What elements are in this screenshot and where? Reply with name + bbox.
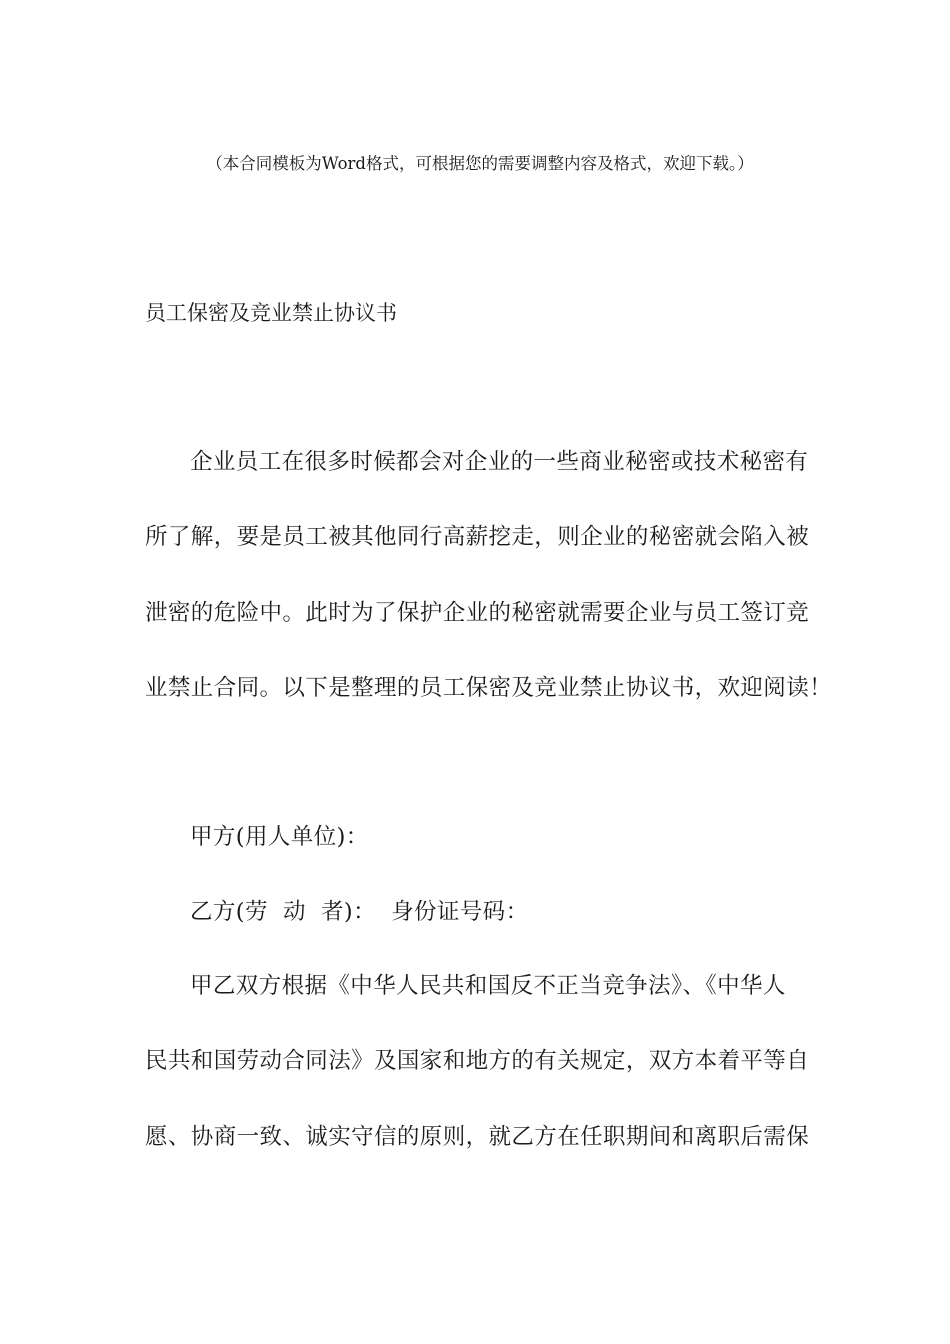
template-note: （本合同模板为Word格式，可根据您的需要调整内容及格式，欢迎下载。） [206,154,754,173]
intro-line-1: 企业员工在很多时候都会对企业的一些商业秘密或技术秘密有 [190,449,809,475]
intro-line-4: 业禁止合同。以下是整理的员工保密及竞业禁止协议书，欢迎阅读！ [145,675,833,701]
party-a-line: 甲方(用人单位)： [190,824,369,850]
intro-line-3: 泄密的危险中。此时为了保护企业的秘密就需要企业与员工签订竞 [145,600,810,626]
body-line-1: 甲乙双方根据《中华人民共和国反不正当竞争法》、《中华人 [190,973,786,999]
body-line-2: 民共和国劳动合同法》及国家和地方的有关规定，双方本着平等自 [145,1048,810,1074]
intro-line-2: 所了解，要是员工被其他同行高薪挖走，则企业的秘密就会陷入被 [145,524,810,550]
party-b-line: 乙方(劳 动 者)： 身份证号码： [190,899,529,925]
document-title: 员工保密及竞业禁止协议书 [145,301,397,325]
body-line-3: 愿、协商一致、诚实守信的原则，就乙方在任职期间和离职后需保 [145,1124,810,1150]
